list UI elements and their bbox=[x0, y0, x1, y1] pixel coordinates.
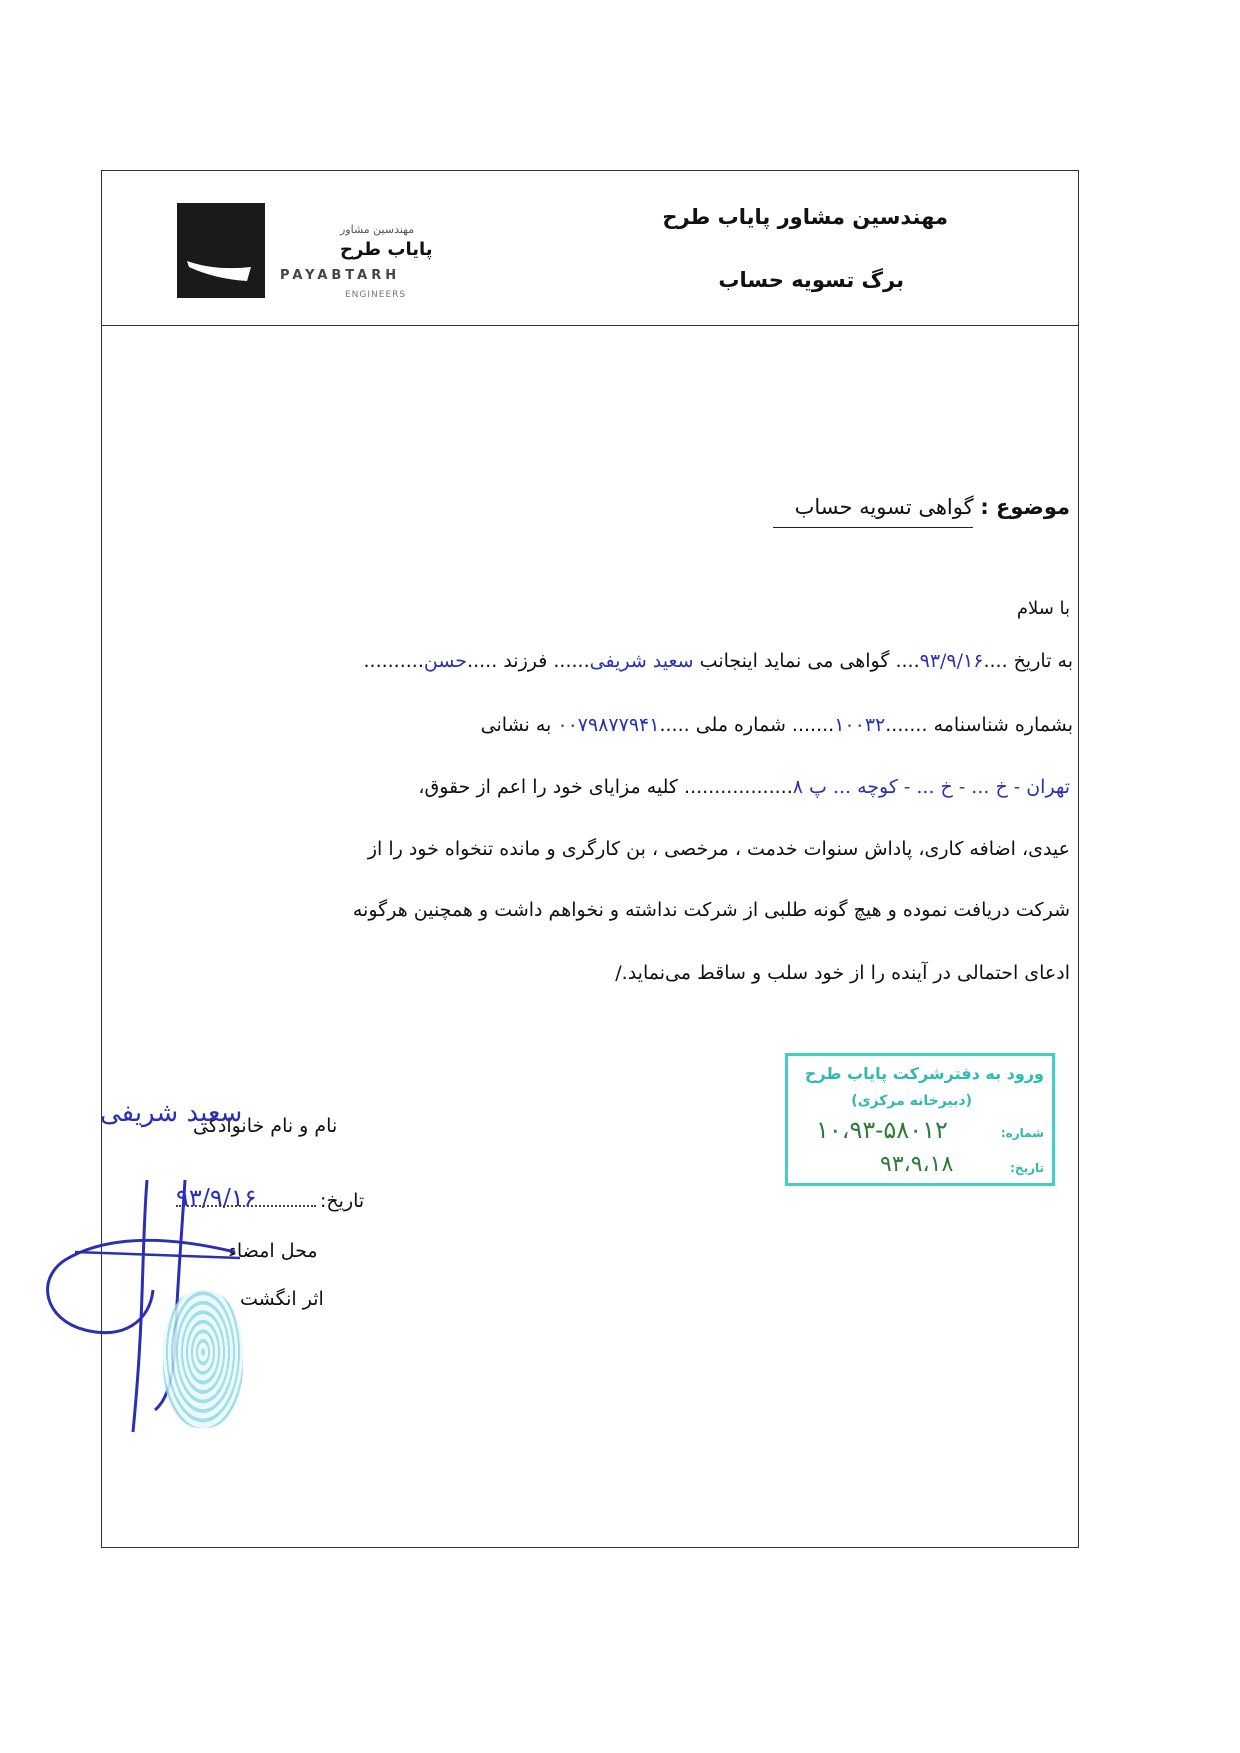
subject-line bbox=[795, 495, 1070, 519]
father-label: فرزند bbox=[503, 650, 548, 672]
signature-place-label: محل امضاء bbox=[228, 1240, 318, 1262]
benefits-text: کلیه مزایای خود را اعم از حقوق، bbox=[418, 776, 678, 798]
body-line-1: به تاریخ ....۹۳/۹/۱۶.... گواهی می نماید اینجانب سعید شریفی...... فرزند .....حسن.......... bbox=[363, 650, 1073, 672]
fingerprint-label: اثر انگشت bbox=[240, 1288, 324, 1310]
greeting: با سلام bbox=[1016, 598, 1070, 619]
logo-persian-name: پایاب طرح bbox=[340, 239, 433, 260]
date-label: تاریخ: bbox=[320, 1190, 365, 1212]
subject-text: گواهی تسویه حساب bbox=[794, 495, 974, 519]
stamp-subtitle: (دبیرخانه مرکزی) bbox=[851, 1093, 972, 1109]
address-label: به نشانی bbox=[480, 714, 552, 736]
certify-text: گواهی می نماید اینجانب bbox=[699, 650, 890, 672]
national-id-label: شماره ملی bbox=[695, 714, 786, 736]
logo-stroke-icon bbox=[185, 255, 255, 285]
fingerprint-image bbox=[163, 1290, 243, 1428]
stamp-title: ورود به دفترشرکت پایاب طرح bbox=[804, 1064, 1044, 1083]
handwritten-father-name: حسن bbox=[423, 650, 468, 672]
body-line-2: بشماره شناسنامه .......۱۰۰۳۲....... شماره ملی .....۰۰۷۹۸۷۷۹۴۱ به نشانی bbox=[480, 714, 1073, 736]
form-title: برگ تسویه حساب bbox=[718, 268, 904, 292]
handwritten-sign-date: ۹۳/۹/۱۶ bbox=[176, 1184, 257, 1212]
handwritten-address: تهران - خ ... - خ ... - کوچه ... پ ۸ bbox=[792, 776, 1070, 798]
handwritten-signature-name: سعید شریفی bbox=[100, 1098, 243, 1128]
body-line-5: شرکت دریافت نموده و هیچ گونه طلبی از شرکت نداشته و نخواهم داشت و همچنین هرگونه bbox=[352, 899, 1070, 921]
id-label: بشماره شناسنامه bbox=[933, 714, 1073, 736]
stamp-date-value: ۹۳،۹،۱۸ bbox=[880, 1152, 954, 1177]
logo-english-sub: ENGINEERS bbox=[345, 290, 407, 300]
handwritten-name: سعید شریفی bbox=[589, 650, 694, 672]
date-prefix: به تاریخ bbox=[1013, 650, 1073, 672]
handwritten-id-number: ۱۰۰۳۲ bbox=[834, 714, 886, 736]
body-line-6: ادعای احتمالی در آینده را از خود سلب و ساقط می‌نماید./ bbox=[615, 962, 1070, 984]
handwritten-national-id: ۰۰۷۹۸۷۷۹۴۱ bbox=[557, 714, 660, 736]
header-divider bbox=[101, 325, 1079, 326]
logo-persian-small: مهندسین مشاور bbox=[340, 223, 415, 236]
name-label: نام و نام خانوادگی bbox=[193, 1115, 338, 1137]
logo-english-name: PAYABTARH bbox=[280, 268, 401, 283]
stamp-date-label: تاریخ: bbox=[1010, 1161, 1044, 1175]
body-line-3: تهران - خ ... - خ ... - کوچه ... پ ۸.................. کلیه مزایای خود را اعم از حقوق، bbox=[418, 776, 1070, 798]
body-line-4: عیدی، اضافه کاری، پاداش سنوات خدمت ، مرخصی ، بن کارگری و مانده تنخواه خود را از bbox=[367, 838, 1070, 860]
handwritten-date: ۹۳/۹/۱۶ bbox=[919, 650, 984, 672]
stamp-number-label: شماره: bbox=[1000, 1126, 1044, 1140]
subject-underline bbox=[773, 527, 973, 528]
subject-label: موضوع : bbox=[980, 495, 1070, 519]
stamp-number-value: ۱۰،۹۳-۵۸۰۱۲ bbox=[816, 1116, 948, 1144]
registry-stamp bbox=[785, 1053, 1055, 1186]
company-name: مهندسین مشاور پایاب طرح bbox=[662, 205, 948, 229]
